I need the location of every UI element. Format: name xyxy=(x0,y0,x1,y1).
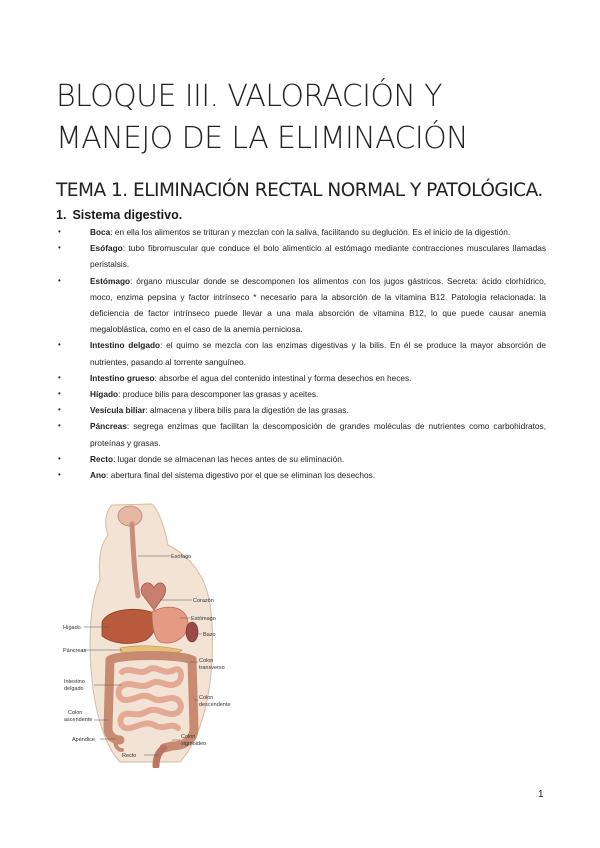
label-recto: Recto xyxy=(122,753,137,759)
item-text: : produce bilis para descomponer las grasas y aceites. xyxy=(118,389,319,400)
item-text: : órgano muscular donde se descomponen los alimentos con los jugos gástricos. Secreta: ácido clorhídrico, moco, enzima pepsina y factor intrínseco * necesario para la absorción de la vitamina B12. Patología relacionada: la deficiencia de factor intrínseco puede llevar a una mala absorción de vitamina B12, lo que puede causar anemia megaloblástica, como en el caso de la anemia perniciosa. xyxy=(90,275,546,335)
digestive-system-diagram xyxy=(60,500,240,768)
item-term: Páncreas xyxy=(90,421,127,432)
page-title xyxy=(56,76,556,160)
title-line-2: MANEJO DE LA ELIMINACIÓN xyxy=(56,121,468,156)
label-colon-ascendente-1: Colon xyxy=(68,710,83,716)
section-title: Sistema digestivo. xyxy=(72,208,183,222)
item-term: Esófago xyxy=(90,243,123,254)
item-term: Recto xyxy=(90,453,114,464)
item-term: Estómago xyxy=(90,275,131,286)
bullet-icon: • xyxy=(58,227,61,236)
item-text: : tubo fibromuscular que conduce el bolo alimenticio al estómago mediante contracciones musculares llamadas peristalsis. xyxy=(90,243,546,270)
item-text: : en ella los alimentos se trituran y mezclan con la saliva, facilitando su deglución. Es el inicio de la digestión. xyxy=(110,227,511,237)
bullet-icon: • xyxy=(58,275,61,285)
section-heading xyxy=(56,207,182,224)
spleen-shape xyxy=(186,622,198,642)
label-higado: Hígado xyxy=(63,625,81,631)
item-term: Vesícula biliar xyxy=(90,405,146,416)
list-item xyxy=(56,370,546,386)
list-item xyxy=(56,402,546,418)
item-term: Ano xyxy=(90,470,107,481)
label-colon-ascendente-2: ascendente xyxy=(64,717,93,723)
item-text: : lugar donde se almacenan las heces antes de su eliminación. xyxy=(113,453,345,464)
label-estomago: Estómago xyxy=(191,616,216,622)
label-colon-transverso-2: transverso xyxy=(199,665,225,671)
list-item xyxy=(56,273,546,338)
item-term: Intestino delgado xyxy=(90,340,161,351)
list-item xyxy=(56,224,546,240)
label-apendice: Apéndice xyxy=(72,737,95,743)
label-colon-transverso-1: Colon xyxy=(199,658,214,664)
label-corazon: Corazón xyxy=(193,598,214,604)
organ-list xyxy=(56,224,546,483)
item-text: : absorbe el agua del contenido intestinal y forma desechos en heces. xyxy=(154,372,412,383)
item-term: Hígado xyxy=(90,389,119,400)
topic-heading: TEMA 1. ELIMINACIÓN RECTAL NORMAL Y PATOLÓGICA. xyxy=(56,180,543,201)
item-text: : segrega enzimas que facilitan la descomposición de grandes moléculas de nutrientes como carbohidratos, proteínas y grasas. xyxy=(90,421,546,448)
label-colon-descendente-2: descendente xyxy=(199,702,231,708)
item-text: : almacena y libera bilis para la digestión de las grasas. xyxy=(145,405,349,416)
label-colon-sigmoideo-1: Colon xyxy=(181,734,196,740)
bullet-icon: • xyxy=(58,453,61,463)
title-line-1: BLOQUE III. VALORACIÓN Y xyxy=(56,79,442,114)
label-colon-descendente-1: Colon xyxy=(199,695,214,701)
section-number: 1. xyxy=(56,208,67,222)
label-esofago: Esófago xyxy=(171,554,192,560)
bullet-icon: • xyxy=(58,340,61,350)
label-pancreas: Páncreas xyxy=(63,648,87,654)
label-colon-sigmoideo-2: sigmoideo xyxy=(181,741,207,747)
item-term: Intestino grueso xyxy=(90,372,155,383)
list-item xyxy=(56,418,546,450)
page-number: 1 xyxy=(538,789,544,800)
item-term: Boca xyxy=(90,227,111,237)
list-item xyxy=(56,451,546,467)
bullet-icon: • xyxy=(58,389,61,399)
list-item xyxy=(56,386,546,402)
list-item xyxy=(56,337,546,369)
bullet-icon: • xyxy=(58,405,61,415)
bullet-icon: • xyxy=(58,421,61,431)
item-text: : el quimo se mezcla con las enzimas digestivas y la bilis. En él se produce la mayor absorción de nutrientes, pasando al torrente sanguíneo. xyxy=(90,340,546,367)
label-bazo: Bazo xyxy=(203,632,216,638)
label-intestino-delgado-1: Intestino xyxy=(64,679,85,685)
list-item xyxy=(56,467,546,483)
label-intestino-delgado-2: delgado xyxy=(64,686,84,692)
digestive-system-illustration xyxy=(60,500,240,768)
item-text: : abertura final del sistema digestivo por el que se eliminan los desechos. xyxy=(106,470,376,481)
bullet-icon: • xyxy=(58,470,61,480)
bullet-icon: • xyxy=(58,243,61,253)
list-item xyxy=(56,240,546,272)
bullet-icon: • xyxy=(58,372,61,382)
